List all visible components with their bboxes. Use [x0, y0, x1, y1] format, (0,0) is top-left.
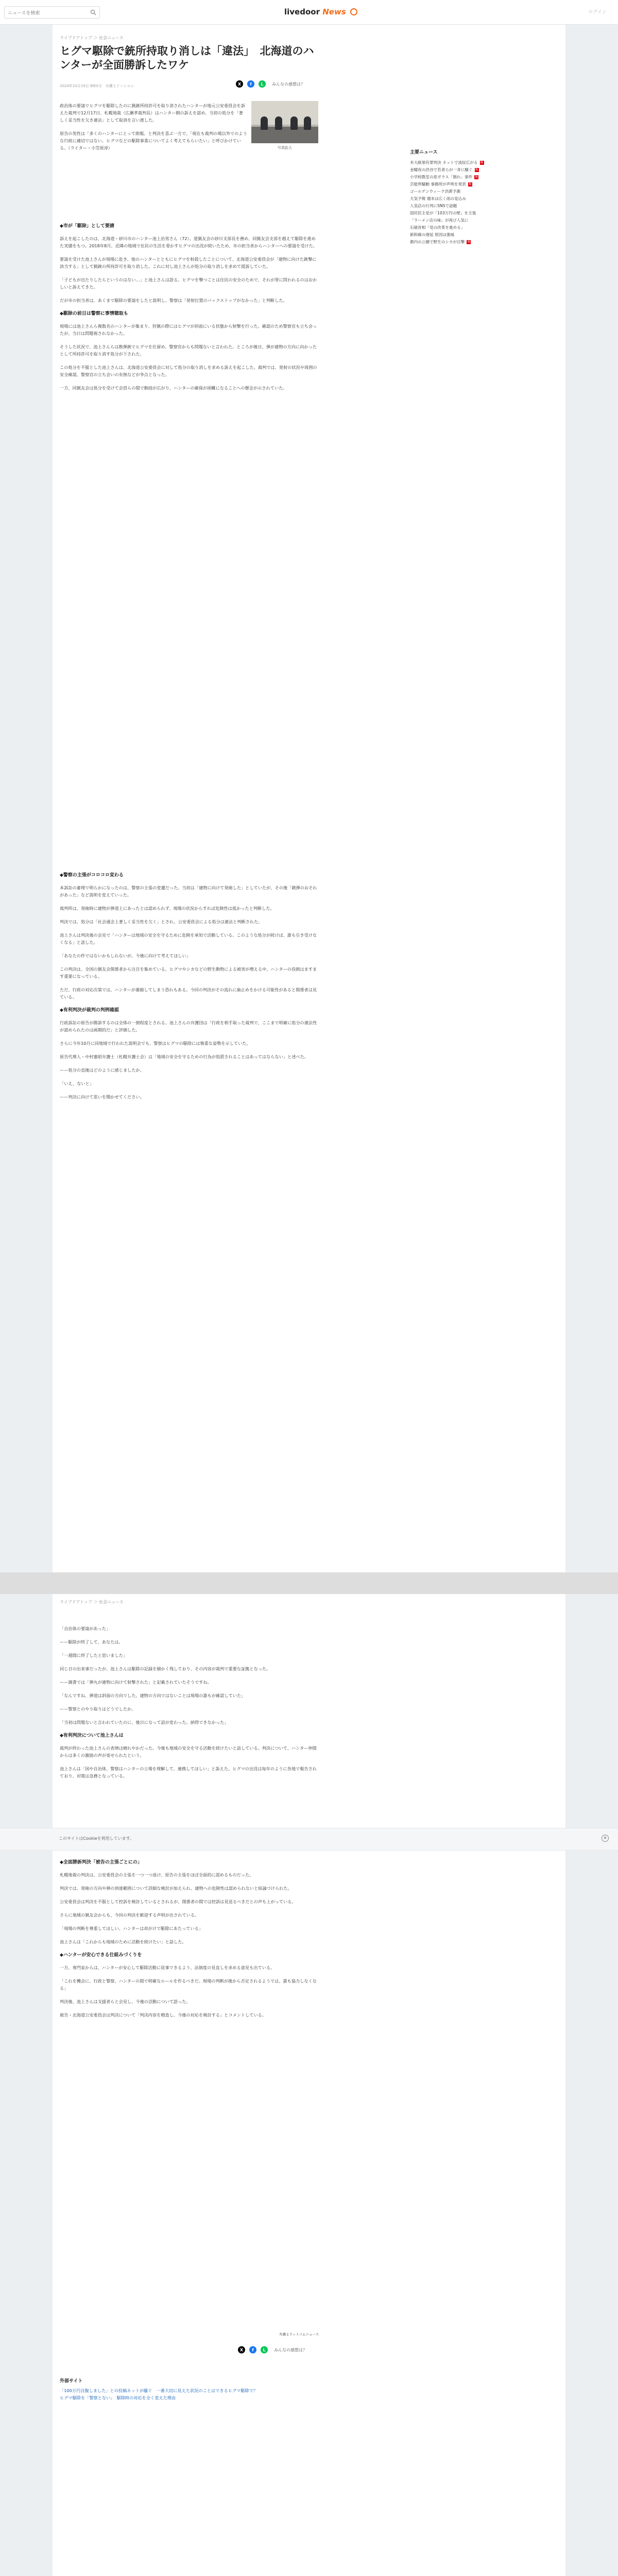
ranking-item[interactable] [410, 202, 525, 210]
login-link[interactable]: ログイン [588, 10, 607, 15]
ranking-item[interactable] [410, 210, 525, 217]
section-heading: ◆ハンターが安心できる仕組みづくりを [60, 1953, 142, 1958]
photo-person [304, 116, 311, 130]
ranking-sidebar [410, 148, 525, 246]
paragraph: 被告・北海道公安委員会は判決について「判決内容を精査し、今後の対応を検討する」とコメントしている。 [60, 2012, 267, 2018]
article-page-1 [53, 25, 565, 1572]
logo-bird-icon [350, 8, 357, 15]
search-box[interactable] [4, 6, 100, 19]
interview-question: ーー調書では「弾丸が建物に向けて射撃された」と記載されていたそうですね。 [60, 1680, 212, 1685]
ranking-item[interactable] [410, 217, 525, 224]
paragraph: そうした状況で、池上さんらは散弾銃でヒグマを仕留め、警察官からも問題ないと言われた。ところが後日、弾が建物の方向に向かったとして所持許可を取り消す処分が下された。 [60, 344, 317, 357]
paragraph: さらに地域の猟友会からも、今回の判決を歓迎する声明が出されている。 [60, 1912, 199, 1918]
ranking-item-label: 芸能界騒動 事務所が声明を発表 [410, 182, 466, 187]
article-lead [60, 102, 247, 158]
reaction-label[interactable]: みんなの感想は？ [272, 81, 305, 87]
paragraph: 要請を受けた池上さんが現場に赴き、他のハンターとともにヒグマを射殺したことについて、北海道公安委員会が「建物に向けた銃撃に該当する」として猟銃の所持許可を取り消した。これに対し池上さんが処分の取り消しを求めて提訴していた。 [60, 257, 317, 269]
paragraph: 一方、同猟友会は処分を受けて会員らの間で動揺が広がり、ハンターの確保が困難になることへの懸念が示されていた。 [60, 385, 287, 391]
page-gap [0, 1572, 618, 1594]
new-badge: N [480, 161, 483, 164]
section-heading: ◆市が「駆除」として要請 [60, 224, 114, 229]
paragraph: ただ、行政の対応次第では、ハンターが萎縮してしまう恐れもある。今回の判決がその流れに歯止めをかける可能性があると関係者は見ている。 [60, 987, 317, 999]
logo-text: livedoor [284, 7, 320, 16]
facebook-share-icon[interactable]: f [249, 2346, 256, 2353]
ranking-item[interactable] [410, 195, 525, 202]
logo-news-text: News [322, 7, 346, 16]
paragraph: 本訴訟の審理で明らかになったのは、警察の主張の変遷だった。当初は「建物に向けて発砲した」としていたが、その後「跳弾のおそれがあった」など説明を変えていった。 [60, 885, 317, 897]
ranking-list [410, 159, 525, 246]
ranking-item[interactable] [410, 181, 525, 188]
photo-person [275, 116, 282, 130]
new-badge: N [475, 168, 478, 172]
paragraph: 行政訴訟の原告が勝訴するのは全体の一割程度とされる。池上さんの弁護団は「行政を相手取った裁判で、ここまで明確に処分の違法性が認められたのは画期的だ」と評価した。 [60, 1020, 317, 1032]
breadcrumb[interactable]: ライブドアトップ ＞ 社会ニュース [60, 36, 124, 40]
ranking-item-label: 国民民主党が「103万円の壁」を主張 [410, 211, 476, 215]
cookie-notice-text: このサイトはCookieを利用しています。 [59, 1836, 134, 1841]
new-badge: N [469, 182, 471, 186]
paragraph: 原告代理人・中村憲昭弁護士（札幌弁護士会）は「地域の安全を守るための行為が処罰されることはあってはならない」と述べた。 [60, 1054, 308, 1059]
interview-answer: 「当初は問題ないと言われていたのに、後日になって話が変わった。納得できなかった」 [60, 1720, 229, 1725]
paragraph: 原告の男性は「多くのハンターにとって朗報。と判決を喜ぶ一方で、「現在も裁判の場以外でのような行政に適切ではない。ヒグマなどの駆除事業についてよく考えてもらいたい」と呼びかけている。（ライター・小笠原淳） [60, 131, 247, 150]
photo-person [261, 116, 268, 130]
ranking-item-label: 新幹線の遅延 原因は強風 [410, 232, 454, 237]
article-body-3 [60, 1625, 317, 1786]
paragraph: 判決後、池上さんは支援者らと会見し、今後の活動について語った。 [60, 1999, 191, 2004]
interview-question: ーー処分の直後はどのように感じましたか。 [60, 1067, 144, 1073]
close-icon[interactable]: ✕ [602, 1835, 609, 1842]
top-header [0, 0, 618, 25]
ranking-item[interactable] [410, 239, 525, 246]
related-link[interactable]: 「100万円自腹しました」との投稿ネットが騒ぐ 一番大切に見えた状況のことはできるヒグマ駆除で？ [60, 2388, 258, 2393]
related-links [60, 2377, 317, 2401]
article-meta: 2024年10月19日 8時0分 弁護士ドットコム [60, 84, 134, 88]
cookie-notice [0, 1828, 618, 1851]
search-icon[interactable] [90, 9, 96, 15]
source-brand: 弁護士ドットコムニュース [279, 2332, 319, 2336]
interview-question: ーー警察とのやり取りはどうでしたか。 [60, 1706, 136, 1711]
quote: 「あなたの件ではないかもしれないが、今後に向けて考えてほしい」 [60, 953, 191, 958]
paragraph: 池上さんは「これからも地域のために活動を続けたい」と話した。 [60, 1939, 186, 1944]
ranking-item[interactable] [410, 188, 525, 195]
paragraph: さらに今年10月に同地域で行われた説明会でも、警察はヒグマの駆除には慎重な姿勢を示していた。 [60, 1041, 251, 1046]
line-share-icon[interactable]: L [259, 80, 266, 88]
ranking-item-label: 金曜夜の渋谷で若者らが一斉に騒ぐ [410, 167, 473, 172]
paragraph: 同じ日の出来事だったが、池上さんは駆除の記録を細かく残しており、その内容が裁判で重要な証拠となった。 [60, 1666, 271, 1671]
paragraph: 現場には池上さんら複数名のハンターが集まり、狩猟の際にはヒグマが斜面にいる状態から射撃を行った。確認のため警察官も立ち会ったが、当日は問題視されなかった。 [60, 324, 317, 336]
paragraph: 判決では、処分は「社会通念上著しく妥当性を欠く」とされ、公安委員会による処分は違法と判断された。 [60, 919, 263, 924]
paragraph: 公安委員会は判決を不服として控訴を検討しているとされるが、関係者の間では控訴は見送るべきだとの声も上がっている。 [60, 1899, 296, 1904]
ranking-item[interactable] [410, 174, 525, 181]
ranking-item[interactable] [410, 166, 525, 174]
breadcrumb[interactable]: ライブドアトップ ＞ 社会ニュース [60, 1600, 124, 1604]
new-badge: N [475, 175, 478, 179]
ranking-item-label: 都内の公園で野生のシカが目撃 [410, 240, 465, 244]
interview-question: ーー駆除が終了して、あなたは。 [60, 1639, 123, 1645]
paragraph: 裁判所は、発砲時に建物が弾道上にあったとは認められず、現場の状況からすれば危険性は低かったと判断した。 [60, 906, 274, 911]
ranking-item[interactable] [410, 231, 525, 239]
article-body-4 [60, 1857, 317, 2025]
quote: 「現場の判断を尊重してほしい。ハンターは命がけで駆除にあたっている」 [60, 1926, 203, 1931]
search-input[interactable] [5, 8, 87, 19]
x-share-icon[interactable]: X [238, 2346, 245, 2353]
paragraph: 池上さんは判決後の会見で「ハンターは地域の安全を守るために危険を承知で活動している。このような処分が続けば、誰も引き受けなくなる」と話した。 [60, 933, 317, 945]
facebook-share-icon[interactable]: f [247, 80, 254, 88]
paragraph: 「子どもが出たりしたらというのはない…」と池上さんは語る。ヒグマを撃つことは住民の安全のためで、それが罪に問われるのはおかしいと訴えてきた。 [60, 277, 317, 290]
article-body-1 [60, 221, 317, 398]
ranking-item-label: 石破首相「党の改革を進める」 [410, 225, 465, 230]
article-title: ヒグマ駆除で銃所持取り消しは「違法」 北海道のハンターが全面勝訴したワケ [60, 45, 314, 71]
new-badge: N [468, 240, 470, 244]
interview-answer: 「一週間に終了したと思いました」 [60, 1653, 128, 1658]
ranking-item-label: 米大統領有罪判決 ネットで波紋広がる [410, 160, 478, 165]
related-link[interactable]: ヒグマ駆除を「警察とない」 駆除時の対応を全く変えた理由 [60, 2395, 176, 2400]
paragraph: 政治体の要請でヒグマを駆除したのに猟銃所持許可を取り消されたハンターが地元公安委員会を訴えた裁判で12月17日、札幌地裁（広瀬孝裁判長）はハンター側の訴えを認め、当初の処分を「著しく妥当性を欠き違法」として取消を言い渡した。 [60, 103, 245, 123]
article-photo[interactable] [251, 101, 318, 143]
paragraph: 判決では、発砲の方向や弾の到達範囲について詳細な検討が加えられ、建物への危険性は認められないと結論づけられた。 [60, 1886, 292, 1891]
paragraph: だが市の担当者は、あくまで駆除の要請をしたと説明し、警察は「発射位置のバックストップがなかった」と判断した。 [60, 298, 287, 303]
paragraph: 札幌地裁の判決は、公安委員会の主張を一つ一つ退け、原告の主張をほぼ全面的に認めるものだった。 [60, 1872, 254, 1877]
ranking-item[interactable] [410, 224, 525, 231]
interview-answer: 「なんですね、弾道は斜面の方向でした。建物の方向ではないことは現場の誰もが確認していた」 [60, 1693, 246, 1698]
section-heading: ◆有利判決が裁判の判例確認 [60, 1008, 119, 1013]
x-share-icon[interactable]: X [236, 80, 243, 88]
paragraph: この判決は、全国の猟友会関係者から注目を集めている。ヒグマやシカなどの野生動物による被害が増える中、ハンターの役割はますます重要になっている。 [60, 967, 317, 979]
ranking-item-label: ゴールデンウィーク渋滞予測 [410, 189, 460, 194]
paragraph: 裁判が終わった池上さんの表情は晴れやかだった。今後も地域の安全を守る活動を続けたいと話している。判決について、ハンター仲間からは多くの激励の声が寄せられたという。 [60, 1745, 317, 1758]
interview-answer: 「いえ、ないと」 [60, 1081, 94, 1086]
section-heading: ◆有利判決について池上さんは [60, 1733, 124, 1738]
ranking-title: 主要ニュース [410, 150, 438, 155]
section-heading: ◆全面勝訴判決「被告の主張ごとにの」 [60, 1860, 142, 1865]
paragraph: 一方、専門家からは、ハンターが安心して駆除活動に従事できるよう、法制度の見直しを求める意見も出ている。 [60, 1965, 275, 1970]
paragraph: この処分を不服とした池上さんは、北海道公安委員会に対して処分の取り消しを求める訴えを起こした。裁判では、発射の状況や周囲の安全確認、警察官の立ち会いの有無などが争点となった。 [60, 365, 317, 377]
quote: 「自治体の要請があった」 [60, 1626, 111, 1631]
ranking-item-label: 天気予報 週末は広く雨の見込み [410, 196, 466, 201]
photo-person [290, 116, 298, 130]
quote: 「これを機会に、行政と警察、ハンターの間で明確なルールを作るべきだ。現場の判断が後から否定されるようでは、誰も協力しなくなる」 [60, 1978, 317, 1991]
ranking-item-label: 小学校教室の窓ガラス「割れ」事件 [410, 175, 473, 179]
paragraph: 訴えを起こしたのは、北海道・砂川市のハンター池上治男さん（72）。道猟友会の砂川支部長を務め、同猟友会支部を越えて駆除を進めた実績をもつ。2018年8月、近隣の地域で住民の生活を脅かすヒグマの出没が続いたため、市の担当者からハンターへの要請を受けた。 [60, 236, 317, 248]
article-body-2 [60, 870, 317, 1107]
reaction-label[interactable]: みんなの感想は？ [274, 2347, 307, 2352]
ranking-item-label: 人気店の行列にSNSで話題 [410, 204, 457, 208]
photo-caption[interactable]: 写真拡大 [278, 146, 292, 150]
share-bar-bottom [238, 2346, 307, 2353]
ranking-item[interactable] [410, 159, 525, 166]
section-heading: ◆警察の主張がコロコロ変わる [60, 873, 124, 878]
ranking-item-label: 「ラーメン店の味」が再び人気に [410, 218, 469, 223]
line-share-icon[interactable]: L [261, 2346, 268, 2353]
share-bar [236, 80, 305, 88]
interview-question: ーー判決に向けて思いを聞かせてください。 [60, 1094, 144, 1099]
paragraph: 池上さんは「国や自治体、警察はハンターの立場を理解して、連携してほしい」と訴えた。ヒグマの出没は毎年のように各地で報告されており、対策は急務となっている。 [60, 1766, 317, 1778]
section-heading: ◆駆除の前日は警察に事情聴取も [60, 311, 128, 316]
site-logo[interactable] [284, 7, 357, 16]
related-title: 外部サイト [60, 2379, 83, 2384]
article-page-2 [53, 1594, 565, 2576]
